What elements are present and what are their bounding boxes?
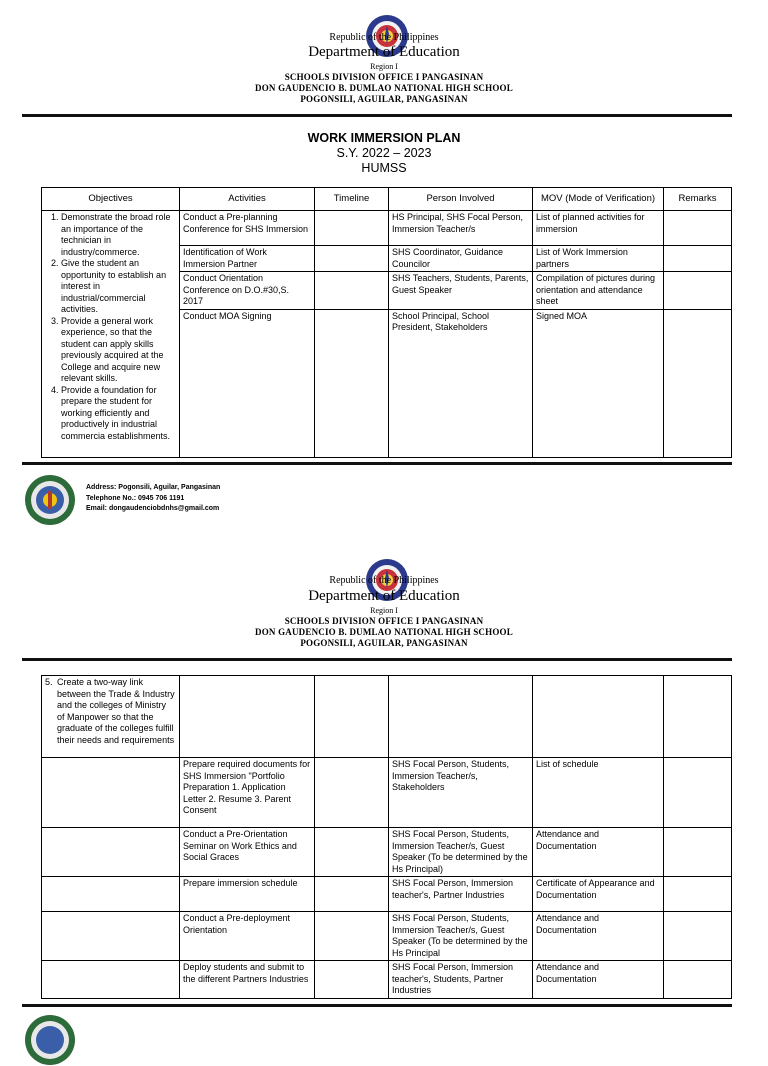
header-school: DON GAUDENCIO B. DUMLAO NATIONAL HIGH SCHOOL: [255, 627, 513, 637]
activity-cell: [180, 676, 315, 758]
timeline-cell: [315, 246, 389, 272]
person-cell: School Principal, School President, Stakeholders: [389, 309, 533, 457]
person-cell: SHS Focal Person, Students, Immersion Teacher/s, Guest Speaker (To be determined by the Hs Principal: [389, 912, 533, 961]
col-remarks: Remarks: [664, 188, 732, 211]
activity-cell: Deploy students and submit to the different Partners Industries: [180, 961, 315, 999]
remarks-cell: [664, 828, 732, 877]
header-location: POGONSILI, AGUILAR, PANGASINAN: [300, 94, 468, 104]
plan-table-page-2: [41, 675, 732, 999]
person-cell: SHS Focal Person, Students, Immersion Teacher/s, Stakeholders: [389, 758, 533, 828]
objectives-cell: [42, 211, 180, 458]
remarks-cell: [664, 758, 732, 828]
activity-cell: Prepare immersion schedule: [180, 877, 315, 912]
table-row: [42, 211, 732, 246]
activity-cell: Identification of Work Immersion Partner: [180, 246, 315, 272]
activity-cell: Prepare required documents for SHS Immersion "Portfolio Preparation 1. Application Letter 2. Resume 3. Parent Consent: [180, 758, 315, 828]
col-activities: Activities: [180, 188, 315, 211]
table-row: [42, 912, 732, 961]
footer-address: Address: Pogonsili, Aguilar, Pangasinan: [86, 484, 221, 491]
col-timeline: Timeline: [315, 188, 389, 211]
remarks-cell: [664, 246, 732, 272]
objectives-cell: [42, 828, 180, 877]
objective-item: 2. Give the student an opportunity to establish an interest in industrial/commercial activities.: [61, 258, 176, 316]
header-region: Region I: [370, 606, 398, 615]
timeline-cell: [315, 211, 389, 246]
timeline-cell: [315, 758, 389, 828]
remarks-cell: [664, 211, 732, 246]
school-year: S.Y. 2022 – 2023: [336, 146, 432, 160]
header-division: SCHOOLS DIVISION OFFICE I PANGASINAN: [284, 616, 484, 626]
header-republic: Republic of the Philippines: [329, 32, 439, 43]
person-cell: [389, 676, 533, 758]
mov-cell: Compilation of pictures during orientation and attendance sheet: [533, 272, 664, 310]
objectives-cell: [42, 912, 180, 961]
table-row: [42, 758, 732, 828]
objective-item: Create a two-way link between the Trade & Industry and the colleges of Ministry of Manpower so that the graduate of the colleges fulfill their needs and requirements: [57, 677, 175, 745]
header-department: Department of Education: [308, 588, 460, 604]
person-cell: SHS Focal Person, Immersion teacher's, Partner Industries: [389, 877, 533, 912]
mov-cell: Attendance and Documentation: [533, 961, 664, 999]
page-2: [0, 548, 768, 1024]
remarks-cell: [664, 676, 732, 758]
person-cell: HS Principal, SHS Focal Person, Immersion Teacher/s: [389, 211, 533, 246]
activity-cell: Conduct a Pre-Orientation Seminar on Work Ethics and Social Graces: [180, 828, 315, 877]
header-divider: [22, 114, 732, 117]
header-location: POGONSILI, AGUILAR, PANGASINAN: [300, 638, 468, 648]
table-row: [42, 828, 732, 877]
remarks-cell: [664, 877, 732, 912]
header-division: SCHOOLS DIVISION OFFICE I PANGASINAN: [284, 72, 484, 82]
timeline-cell: [315, 828, 389, 877]
table-row: [42, 961, 732, 999]
remarks-cell: [664, 272, 732, 310]
remarks-cell: [664, 912, 732, 961]
mov-cell: List of Work Immersion partners: [533, 246, 664, 272]
objectives-cell: [42, 877, 180, 912]
person-cell: SHS Teachers, Students, Parents, Guest Speaker: [389, 272, 533, 310]
plan-table-page-1: [41, 187, 732, 458]
mov-cell: List of schedule: [533, 758, 664, 828]
person-cell: SHS Focal Person, Immersion teacher's, Students, Partner Industries: [389, 961, 533, 999]
remarks-cell: [664, 961, 732, 999]
col-mov: MOV (Mode of Verification): [533, 188, 664, 211]
col-person: Person Involved: [389, 188, 533, 211]
timeline-cell: [315, 676, 389, 758]
footer-telephone: Telephone No.: 0945 706 1191: [86, 494, 185, 502]
objective-number: 5.: [45, 677, 53, 687]
activity-cell: Conduct a Pre-planning Conference for SHS Immersion: [180, 211, 315, 246]
footer-divider: [22, 462, 732, 465]
activity-cell: Conduct Orientation Conference on D.O.#30,S. 2017: [180, 272, 315, 310]
activity-cell: Conduct a Pre-deployment Orientation: [180, 912, 315, 961]
header-school: DON GAUDENCIO B. DUMLAO NATIONAL HIGH SCHOOL: [255, 83, 513, 93]
remarks-cell: [664, 309, 732, 457]
school-logo-icon: [24, 474, 76, 526]
person-cell: SHS Coordinator, Guidance Councilor: [389, 246, 533, 272]
mov-cell: Signed MOA: [533, 309, 664, 457]
timeline-cell: [315, 309, 389, 457]
objectives-cell: [42, 676, 180, 758]
strand: HUMSS: [361, 161, 407, 175]
header-republic: Republic of the Philippines: [329, 575, 439, 586]
objectives-cell: [42, 961, 180, 999]
objective-item: 1. Demonstrate the broad role an importance of the technician in industry/commerce.: [61, 212, 176, 258]
header-department: Department of Education: [308, 44, 460, 60]
timeline-cell: [315, 877, 389, 912]
table-row: [42, 877, 732, 912]
mov-cell: Attendance and Documentation: [533, 912, 664, 961]
mov-cell: List of planned activities for immersion: [533, 211, 664, 246]
header-divider: [22, 658, 732, 661]
col-objectives: Objectives: [42, 188, 180, 211]
mov-cell: Attendance and Documentation: [533, 828, 664, 877]
activity-cell: Conduct MOA Signing: [180, 309, 315, 457]
school-logo-icon: [24, 1014, 76, 1066]
footer-email: Email: dongaudenciobdnhs@gmail.com: [86, 505, 220, 512]
person-cell: SHS Focal Person, Students, Immersion Teacher/s, Guest Speaker (To be determined by the Hs Principal): [389, 828, 533, 877]
timeline-cell: [315, 912, 389, 961]
objectives-cell: [42, 758, 180, 828]
footer-contact: [86, 483, 220, 515]
header-region: Region I: [370, 62, 398, 71]
footer-divider: [22, 1004, 732, 1007]
mov-cell: [533, 676, 664, 758]
mov-cell: Certificate of Appearance and Documentation: [533, 877, 664, 912]
timeline-cell: [315, 272, 389, 310]
timeline-cell: [315, 961, 389, 999]
document-title: WORK IMMERSION PLAN: [307, 131, 461, 145]
objective-item: 3. Provide a general work experience, so that the student can apply skills previously acquired at the College and acquire new relevant skills.: [61, 316, 176, 385]
table-row: [42, 676, 732, 758]
objective-item: 4. Provide a foundation for prepare the student for working efficiently and productively in industrial commercia establishments.: [61, 385, 176, 443]
